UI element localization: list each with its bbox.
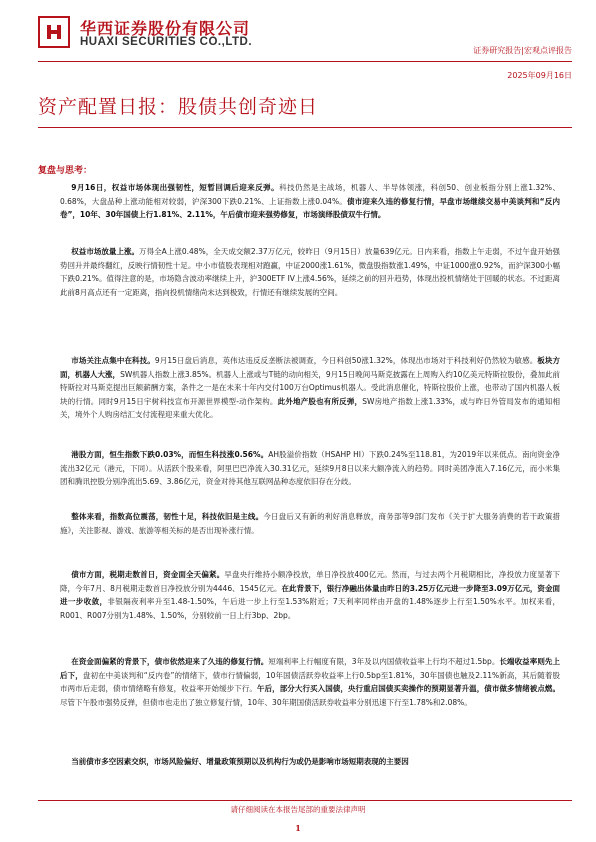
paragraph-8 [60, 755, 560, 769]
bold-text-segment: 权益市场放量上涨。 [71, 247, 140, 256]
bold-text-segment: 港股方面，恒生指数下跌0.03%，而恒生科技涨0.56%。 [71, 450, 269, 459]
paragraph-4 [60, 448, 560, 489]
footer-divider [38, 800, 572, 801]
text-segment: 早盘央行维持小额净投放，单日净投放400亿元。然而，与过去两个月税期相比，净投放力度显著下降，今年7月、8月税期走数首日净投放分别为4446、1545亿元。 [60, 570, 560, 593]
paragraph-5 [60, 510, 560, 537]
bold-text-segment: 长端收益率则先上后下， [60, 657, 561, 680]
text-segment: SW机器人指数上涨3.85%。机器人上涨或与T链的动向相关，9月15日晚间马斯克披露在上周购入约10亿美元特斯拉股份，叠加此前特斯拉对马斯克提出巨额薪酬方案，条件之一是在未来十年内交付100万台Optimus机器人。受此消息催化，特斯拉股价上涨，也带动了国内机器人板块的行情。同时9月15日宇树科技宣布开源世界模型-动作架构。 [60, 369, 560, 406]
paragraph-1 [60, 181, 560, 222]
bold-text-segment: 债市方面，税期走数首日，资金面全天偏紧。 [71, 570, 225, 579]
text-segment: SW房地产指数上涨1.33%，或与昨日外管局发布的通知相关，境外个人购房结汇支付流程迎来重大优化。 [60, 396, 560, 419]
text-segment: 万得全A上涨0.48%，全天成交额2.37万亿元，较昨日（9月15日）放量639亿元。日内来看，指数上午走弱，不过午盘开始强势回升并最终翻红，反映行情韧性十足。中小市值股表现相对跑赢，中证2000涨1.61%，微盘股指数涨1.49%，中证1000涨0.92%，而沪深300小幅下跌0.21%。值得注意的是，市场隐含波动率继续上升，沪300ETF IV上涨4.56%，延续之前的回升趋势，体现出投机情绪处于回暖的状态。不过距离此前8月高点还有一定距离，指向投机情绪尚未达到极致，行情还有继续发展的空间。 [60, 247, 560, 297]
text-segment: 科技仍然是主战场，机器人、半导体领涨，科创50、创业板指分别上涨1.32%、0.68%，大盘品种上涨动能相对较弱，沪深300下跌0.21%、上证指数上涨0.04%。 [60, 183, 560, 206]
brand-name-cn: 华西证券股份有限公司 [80, 19, 251, 38]
text-segment: 尽管下午股市强势反弹，但债市也走出了独立修复行情，10年、30年期国债活跃券收益率分别迅速下行至1.78%和2.08%。 [60, 697, 472, 707]
text-segment: 盘初在中美谈判和“反内卷”的情绪下，债市行情偏弱，10年国债活跃券收益率上行0.5bp至1.81%，30年国债也触及2.11%新高，其后随着股市两市后走弱，债市情绪略有修复，收益率开始缓步下行。 [60, 670, 560, 693]
page-number: 1 [295, 823, 301, 833]
section-label: 复盘与思考： [38, 166, 93, 176]
huaxi-logo-icon [38, 16, 70, 48]
legal-disclaimer-link[interactable]: 请仔细阅读在本报告尾部的重要法律声明 [230, 805, 366, 814]
bold-text-segment: 当前债市多空因素交织，市场风险偏好、增量政策预期以及机构行为或仍是影响市场短期表现的主要因 [71, 757, 409, 766]
header-divider [38, 61, 572, 62]
paragraph-3 [60, 354, 560, 422]
title-divider [38, 127, 572, 128]
bold-text-segment: 此外地产股也有所反弹， [277, 396, 363, 406]
brand-name-en: HUAXI SECURITIES CO.,LTD. [80, 36, 253, 48]
bold-text-segment: 债市迎来久违的修复行情，早盘市场继续交易中美谈判和“反内卷”，10年、30年国债上行1.81%、2.11%，午后债市迎来强势修复，市场演绎股债双牛行情。 [60, 196, 560, 219]
text-segment: 今日盘后又有新的利好消息释放，商务部等9部门发布《关于扩大服务消费的若干政策措施》，关注影视、游戏、旅游等相关标的是否出现补涨行情。 [60, 512, 560, 535]
bold-text-segment: 在此背景下，银行净融出体量由昨日的3.25万亿元进一步降至3.09万亿元，资金面进一步收敛， [60, 583, 560, 606]
bold-text-segment: 午后，部分大行买入国债，央行重启国债买卖操作的预期显著升温，债市做多情绪被点燃。 [257, 684, 560, 693]
report-title: 资产配置日报：股债共创奇迹日 [38, 96, 319, 118]
bold-text-segment: 市场关注点集中在科技。 [71, 356, 155, 365]
report-date: 2025年09月16日 [507, 71, 572, 80]
paragraph-2 [60, 245, 560, 299]
bold-text-segment: 板块方面，机器人大涨， [60, 356, 560, 379]
paragraph-6 [60, 568, 560, 622]
text-segment: 短端利率上行幅度有限，3年及以内国债收益率上行均不超过1.5bp。 [268, 657, 500, 666]
bold-text-segment: 在资金面偏紧的背景下，债市依然迎来了久违的修复行情。 [71, 657, 269, 666]
report-type-tags: 证券研究报告|宏观点评报告 [473, 46, 572, 55]
bold-text-segment: 9月16日，权益市场体现出强韧性，短暂回调后迎来反弹。 [71, 183, 280, 192]
text-segment: AH股溢价指数（HSAHP HI）下跌0.24%至118.81，为2019年以来低点。南向资金净流出32亿元（港元，下同）。从活跃个股来看，阿里巴巴净流入30.31亿元，延续9月8日以来大额净流入的趋势。同时美团净流入7.16亿元，而小米集团和腾讯控股分别净流出5.69、3.86亿元，资金对待其他互联网品种态度依旧存在分歧。 [60, 450, 560, 486]
paragraph-7 [60, 655, 560, 709]
text-segment: 9月15日盘后消息，英伟达违反反垄断法被调查，今日科创50涨1.32%，体现出市场对于科技利好仍然较为敏感。 [154, 356, 538, 365]
text-segment: 非银隔夜利率升至1.48-1.50%，午后进一步上行至1.53%附近；7天利率同样由开盘的1.48%逐步上行至1.50%水平。加权来看，R001、R007分别为1.48%、1.50%，分别较前一日上行3bp、2bp。 [60, 597, 561, 620]
bold-text-segment: 整体来看，指数高位震荡，韧性十足，科技依旧是主线。 [71, 512, 264, 521]
